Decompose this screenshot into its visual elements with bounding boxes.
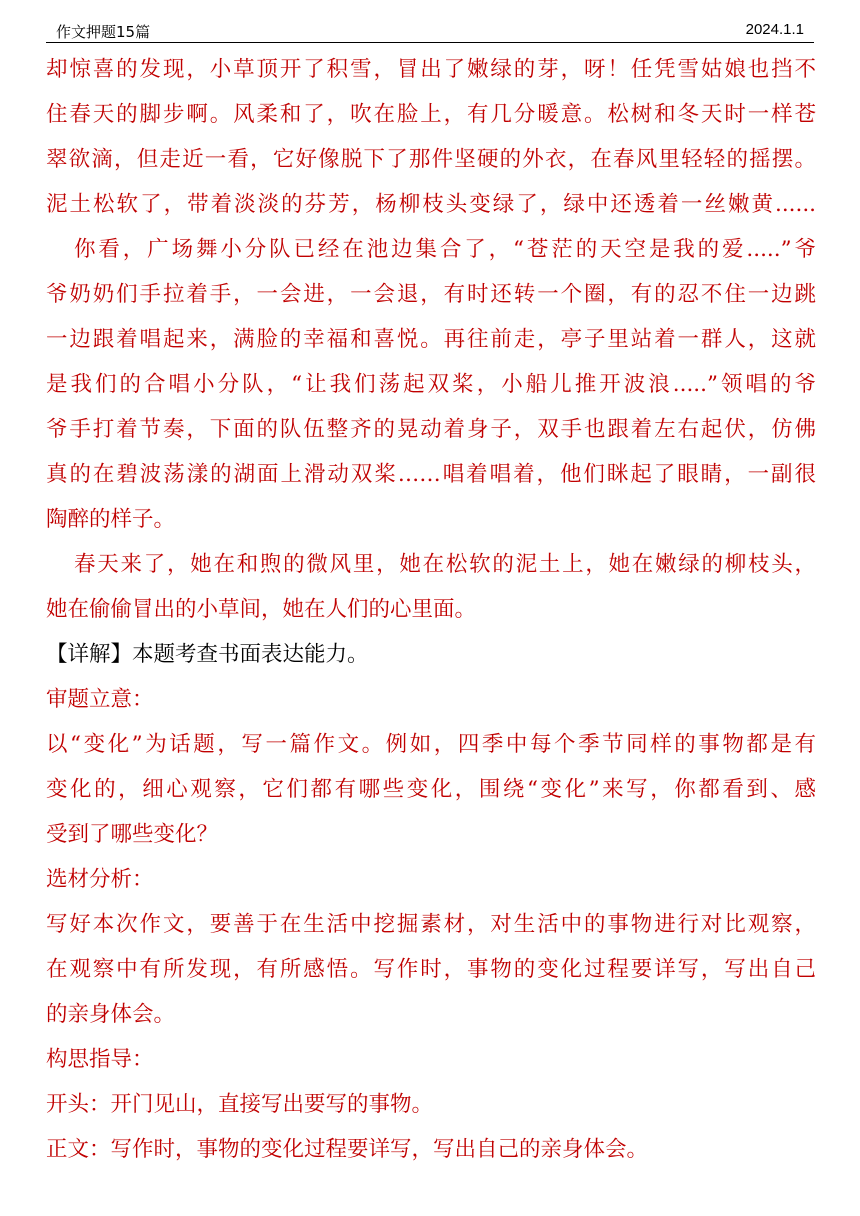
essay-line: 她在偷偷冒出的小草间，她在人们的心里面。 bbox=[46, 597, 477, 622]
essay-line: 爷手打着节奏，下面的队伍整齐的晃动着身子，双手也跟着左右起伏，仿佛 bbox=[46, 417, 816, 442]
essay-line: 住春天的脚步啊。风柔和了，吹在脸上，有几分暖意。松树和冬天时一样苍 bbox=[46, 102, 816, 127]
analysis-line: 开头：开门见山，直接写出要写的事物。 bbox=[46, 1092, 434, 1117]
section-heading: 选材分析： bbox=[46, 867, 154, 892]
essay-line: 你看，广场舞小分队已经在池边集合了，“苍茫的天空是我的爱.....”爷 bbox=[74, 237, 816, 262]
analysis-line: 变化的，细心观察，它们都有哪些变化，围绕“变化”来写，你都看到、感 bbox=[46, 777, 816, 802]
essay-line: 是我们的合唱小分队，“让我们荡起双桨，小船儿推开波浪.....”领唱的爷 bbox=[46, 372, 816, 397]
analysis-line: 在观察中有所发现，有所感悟。写作时，事物的变化过程要详写，写出自己 bbox=[46, 957, 816, 982]
essay-line: 爷奶奶们手拉着手，一会进，一会退，有时还转一个圈，有的忍不住一边跳 bbox=[46, 282, 816, 307]
analysis-line: 的亲身体会。 bbox=[46, 1002, 176, 1027]
essay-line: 泥土松软了，带着淡淡的芬芳，杨柳枝头变绿了，绿中还透着一丝嫩黄...... bbox=[46, 192, 816, 217]
page-header bbox=[46, 18, 814, 43]
essay-line: 却惊喜的发现，小草顶开了积雪，冒出了嫩绿的芽，呀！任凭雪姑娘也挡不 bbox=[46, 57, 816, 82]
essay-line: 真的在碧波荡漾的湖面上滑动双桨……唱着唱着，他们眯起了眼睛，一副很 bbox=[46, 462, 816, 487]
header-title: 作文押题15篇 bbox=[56, 23, 151, 41]
essay-line: 一边跟着唱起来，满脸的幸福和喜悦。再往前走，亭子里站着一群人，这就 bbox=[46, 327, 816, 352]
section-heading: 审题立意： bbox=[46, 687, 154, 712]
header-date: 2024.1.1 bbox=[745, 21, 804, 38]
analysis-line: 以“变化”为话题，写一篇作文。例如，四季中每个季节同样的事物都是有 bbox=[46, 732, 816, 757]
essay-line: 陶醉的样子。 bbox=[46, 507, 176, 532]
analysis-line: 受到了哪些变化？ bbox=[46, 822, 219, 847]
section-heading: 构思指导： bbox=[46, 1047, 154, 1072]
essay-line: 春天来了，她在和煦的微风里，她在松软的泥土上，她在嫩绿的柳枝头， bbox=[74, 552, 816, 577]
essay-line: 翠欲滴，但走近一看，它好像脱下了那件坚硬的外衣，在春风里轻轻的摇摆。 bbox=[46, 147, 816, 172]
explanation-heading: 【详解】本题考查书面表达能力。 bbox=[46, 642, 369, 667]
analysis-line: 正文：写作时，事物的变化过程要详写，写出自己的亲身体会。 bbox=[46, 1137, 649, 1162]
analysis-line: 写好本次作文，要善于在生活中挖掘素材，对生活中的事物进行对比观察， bbox=[46, 912, 816, 937]
document-body bbox=[46, 47, 816, 1172]
